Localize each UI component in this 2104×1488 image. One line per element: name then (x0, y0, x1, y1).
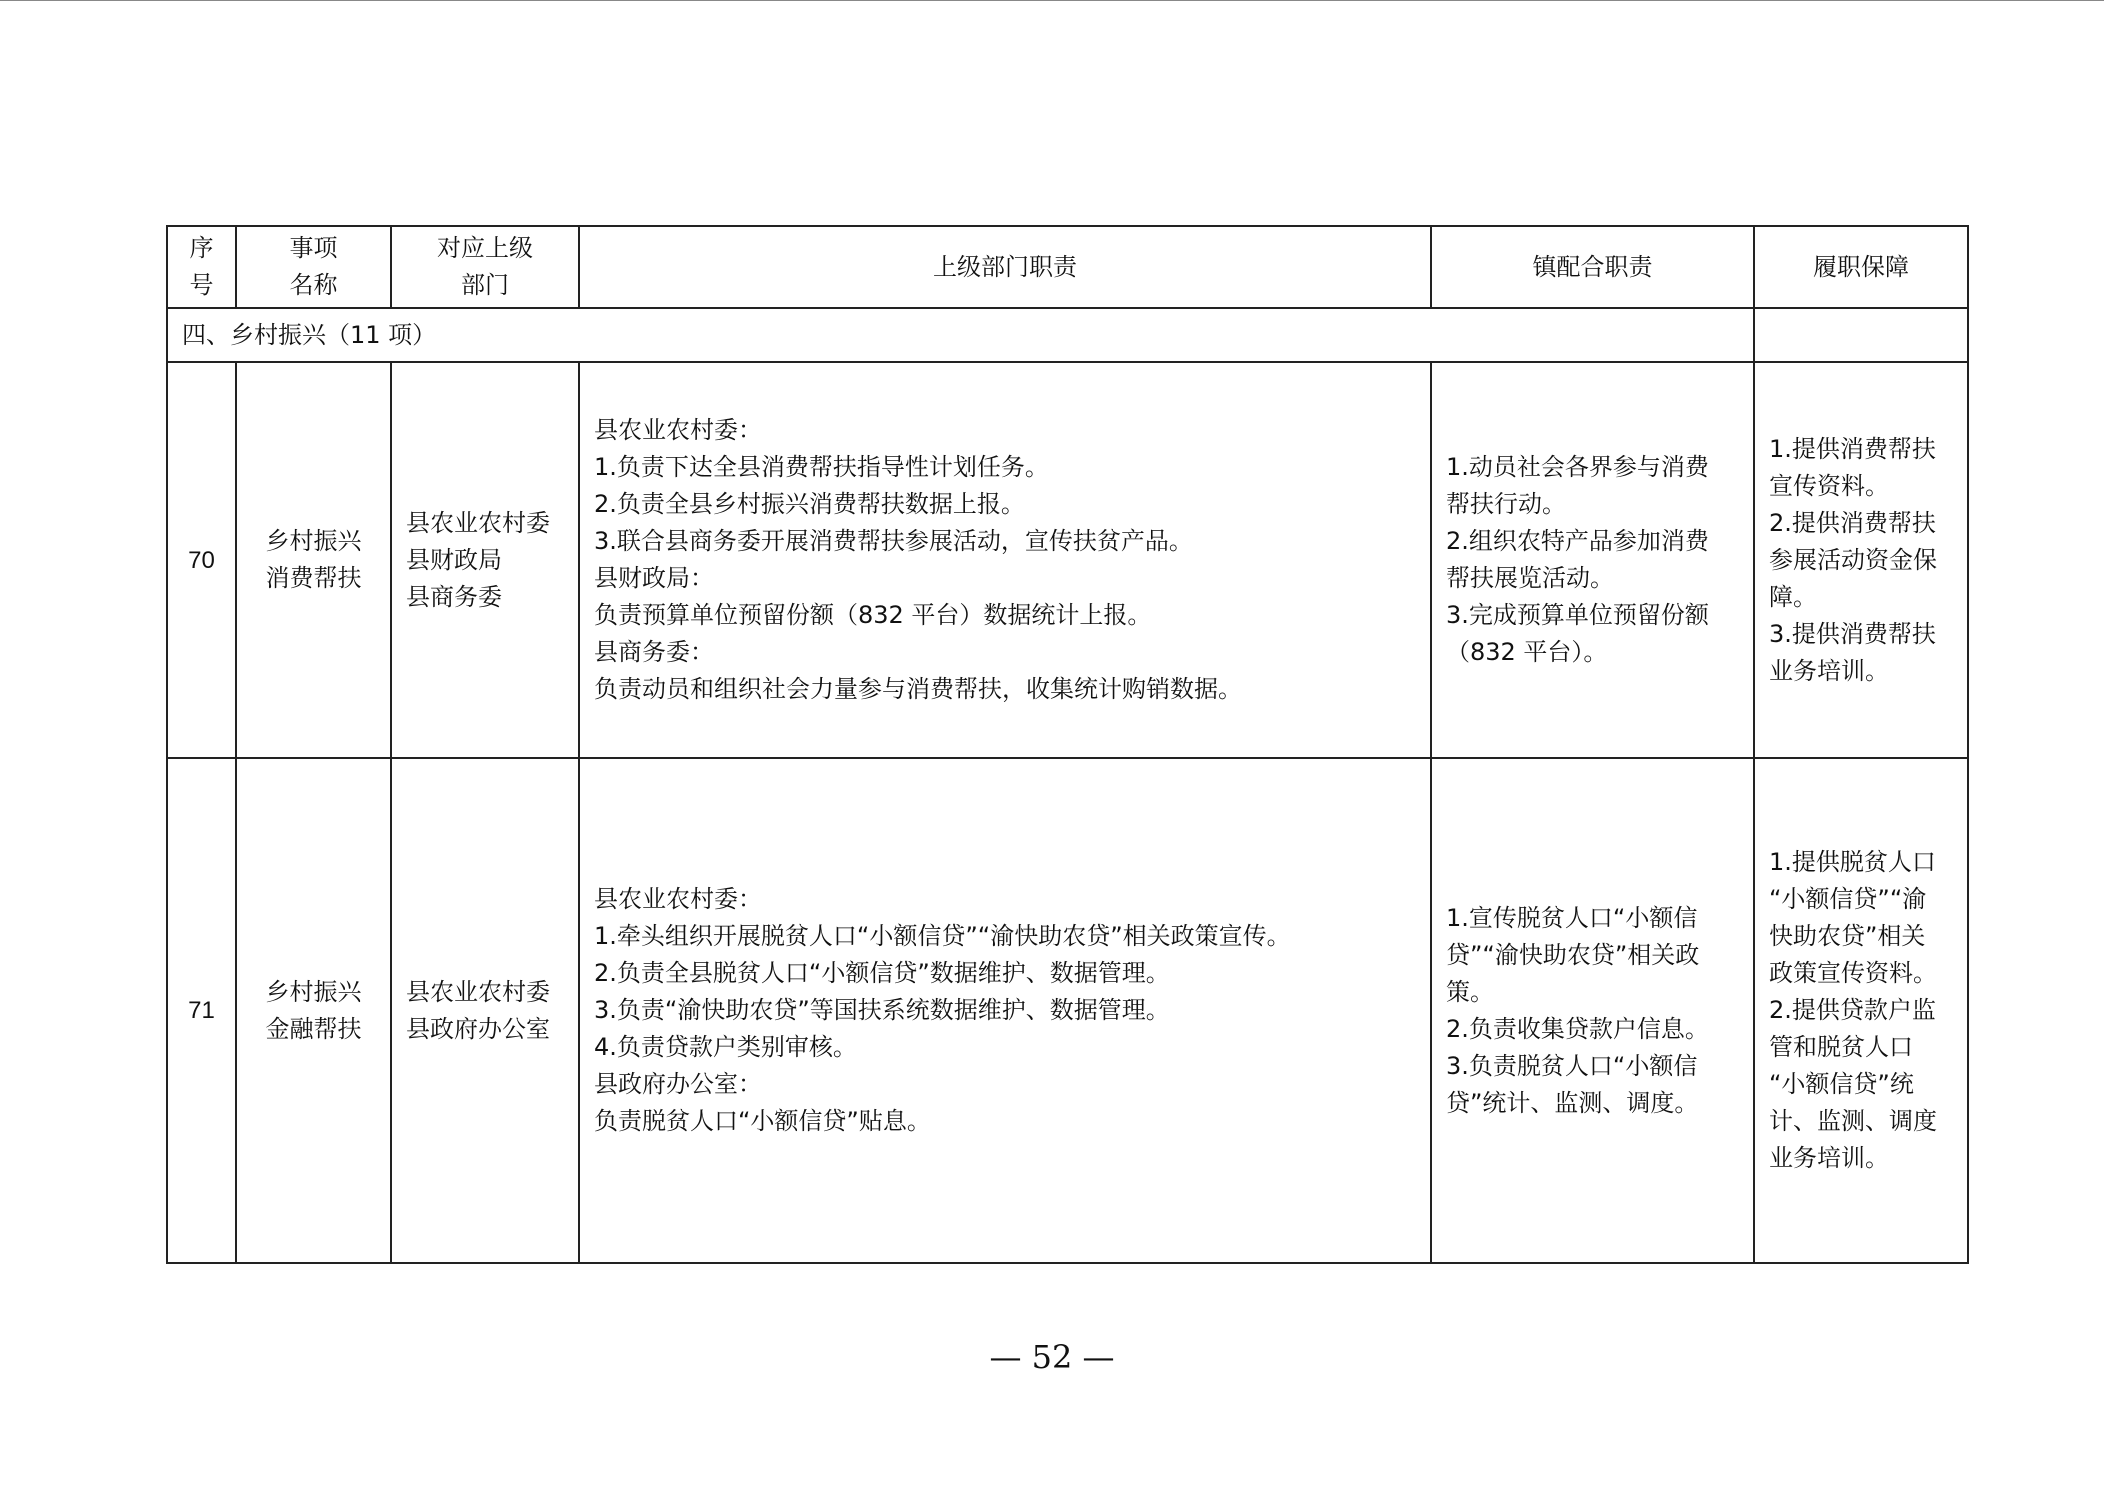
page-number: — 52 — (989, 1338, 1115, 1376)
header-item-name: 事项 名称 (236, 226, 391, 308)
duty-table (166, 225, 1969, 1264)
item-name: 乡村振兴 金融帮扶 (236, 758, 391, 1263)
table-row (167, 362, 1968, 758)
row-number: 71 (167, 758, 236, 1263)
table-header-row (167, 226, 1968, 308)
header-town-duty: 镇配合职责 (1431, 226, 1754, 308)
table-row (167, 758, 1968, 1263)
department-list: 县农业农村委 县财政局 县商务委 (391, 362, 579, 758)
item-name: 乡村振兴 消费帮扶 (236, 362, 391, 758)
section-title: 四、乡村振兴（11 项） (167, 308, 1754, 362)
guarantee-text: 1.提供消费帮扶 宣传资料。 2.提供消费帮扶 参展活动资金保 障。 3.提供消费帮扶 业务培训。 (1754, 362, 1968, 758)
header-upper-duty: 上级部门职责 (579, 226, 1431, 308)
town-duty-text: 1.动员社会各界参与消费 帮扶行动。 2.组织农特产品参加消费 帮扶展览活动。 3.完成预算单位预留份额 （832 平台）。 (1431, 362, 1754, 758)
guarantee-text: 1.提供脱贫人口 “小额信贷”“渝 快助农贷”相关 政策宣传资料。 2.提供贷款户监 管和脱贫人口 “小额信贷”统 计、监测、调度 业务培训。 (1754, 758, 1968, 1263)
header-serial-number: 序 号 (167, 226, 236, 308)
section-empty-cell (1754, 308, 1968, 362)
page-top-rule (0, 0, 2104, 1)
header-guarantee: 履职保障 (1754, 226, 1968, 308)
upper-duty-text: 县农业农村委： 1.负责下达全县消费帮扶指导性计划任务。 2.负责全县乡村振兴消费帮扶数据上报。 3.联合县商务委开展消费帮扶参展活动，宣传扶贫产品。 县财政局： 负责预算单位预留份额（832 平台）数据统计上报。 县商务委： 负责动员和组织社会力量参与消费帮扶，收集统计购销数据。 (579, 362, 1431, 758)
row-number: 70 (167, 362, 236, 758)
department-list: 县农业农村委 县政府办公室 (391, 758, 579, 1263)
town-duty-text: 1.宣传脱贫人口“小额信 贷”“渝快助农贷”相关政 策。 2.负责收集贷款户信息。 3.负责脱贫人口“小额信 贷”统计、监测、调度。 (1431, 758, 1754, 1263)
section-row (167, 308, 1968, 362)
header-upper-department: 对应上级 部门 (391, 226, 579, 308)
upper-duty-text: 县农业农村委： 1.牵头组织开展脱贫人口“小额信贷”“渝快助农贷”相关政策宣传。 2.负责全县脱贫人口“小额信贷”数据维护、数据管理。 3.负责“渝快助农贷”等国扶系统数据维护、数据管理。 4.负责贷款户类别审核。 县政府办公室： 负责脱贫人口“小额信贷”贴息。 (579, 758, 1431, 1263)
